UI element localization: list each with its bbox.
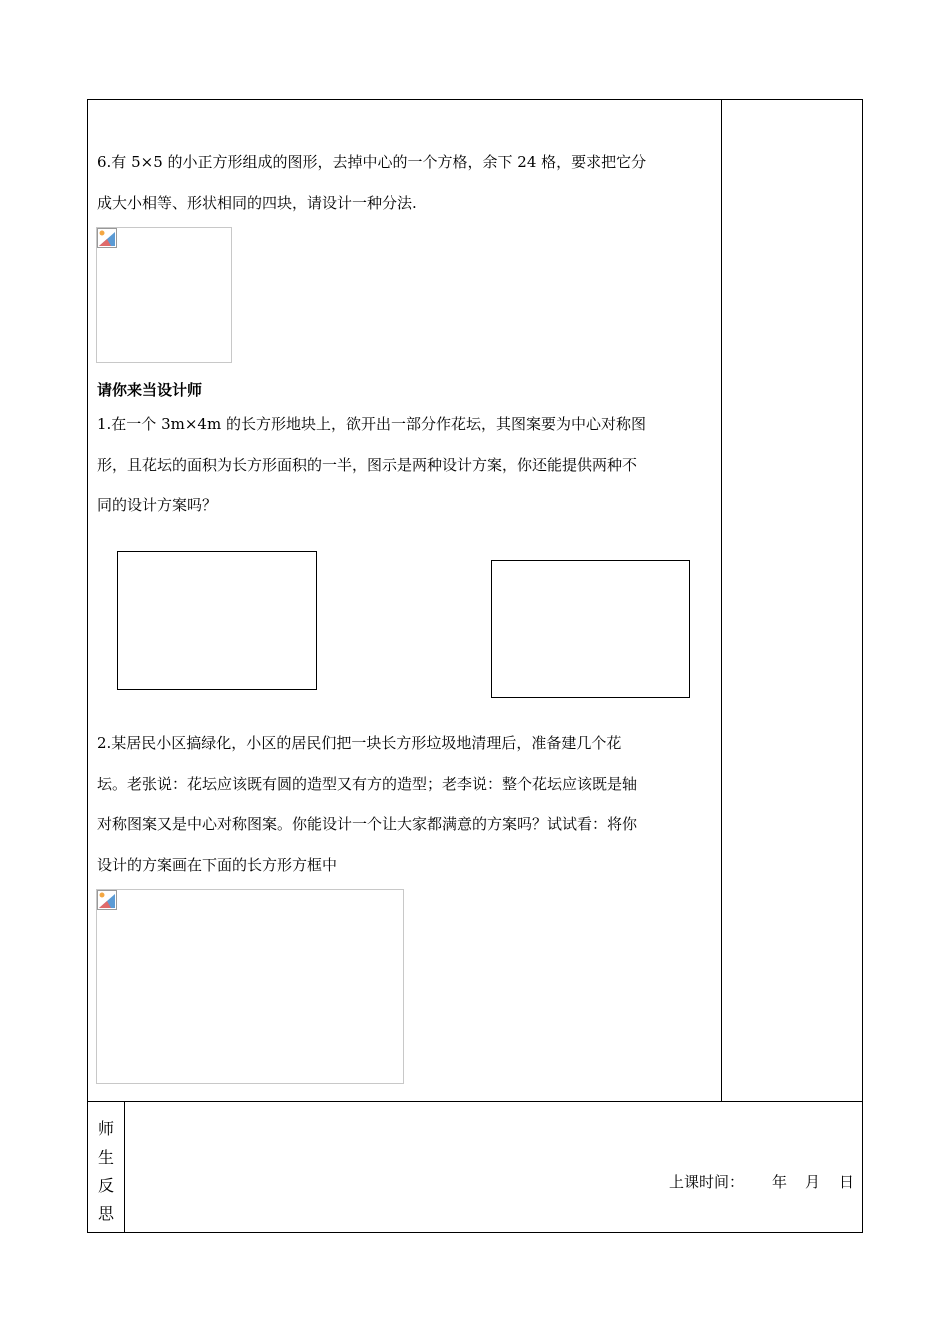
broken-image-icon: [97, 890, 117, 910]
reflection-label-char-3: 反: [97, 1176, 114, 1195]
reflection-label-char-4: 思: [97, 1204, 114, 1223]
design-rectangle-2: [491, 560, 690, 698]
image-placeholder-grid: [96, 227, 232, 363]
question-6-line-2: 成大小相等、形状相同的四块，请设计一种分法.: [97, 193, 417, 212]
section-heading: 请你来当设计师: [97, 381, 203, 399]
problem-2: [97, 723, 637, 885]
problem-1: [97, 404, 646, 526]
table-right-border: [862, 99, 863, 1233]
question-6: [97, 142, 646, 223]
problem-2-line-1: 2.某居民小区搞绿化，小区的居民们把一块长方形垃圾地清理后，准备建几个花: [97, 734, 622, 752]
reflection-label-char-2: 生: [97, 1148, 114, 1167]
table-left-border: [87, 99, 88, 1233]
table-inner-vertical: [721, 99, 722, 1102]
question-6-line-1: 6.有 5×5 的小正方形组成的图形，去掉中心的一个方格，余下 24 格，要求把它分: [97, 153, 647, 171]
day-label: 日: [839, 1173, 855, 1191]
design-rectangle-1: [117, 551, 317, 690]
month-label: 月: [805, 1173, 821, 1191]
reflection-label-char-1: 师: [97, 1119, 114, 1138]
problem-1-line-1: 1.在一个 3m×4m 的长方形地块上，欲开出一部分作花坛，其图案要为中心对称图: [97, 415, 646, 433]
problem-2-line-4: 设计的方案画在下面的长方形方框中: [97, 855, 338, 874]
problem-1-line-3: 同的设计方案吗？: [97, 496, 218, 514]
table-row-divider: [87, 1101, 863, 1102]
table-top-border: [87, 99, 863, 100]
table-bottom-border: [87, 1232, 863, 1233]
footer-label-divider: [124, 1101, 125, 1233]
broken-image-icon: [97, 228, 117, 248]
class-time-label: 上课时间：: [669, 1173, 745, 1191]
image-placeholder-design-box: [96, 889, 404, 1084]
year-label: 年: [772, 1173, 788, 1191]
problem-2-line-2: 坛。老张说：花坛应该既有圆的造型又有方的造型；老李说：整个花坛应该既是轴: [97, 774, 638, 793]
problem-2-line-3: 对称图案又是中心对称图案。你能设计一个让大家都满意的方案吗？试试看：将你: [97, 815, 638, 833]
problem-1-line-2: 形，且花坛的面积为长方形面积的一半，图示是两种设计方案，你还能提供两种不: [97, 455, 638, 474]
